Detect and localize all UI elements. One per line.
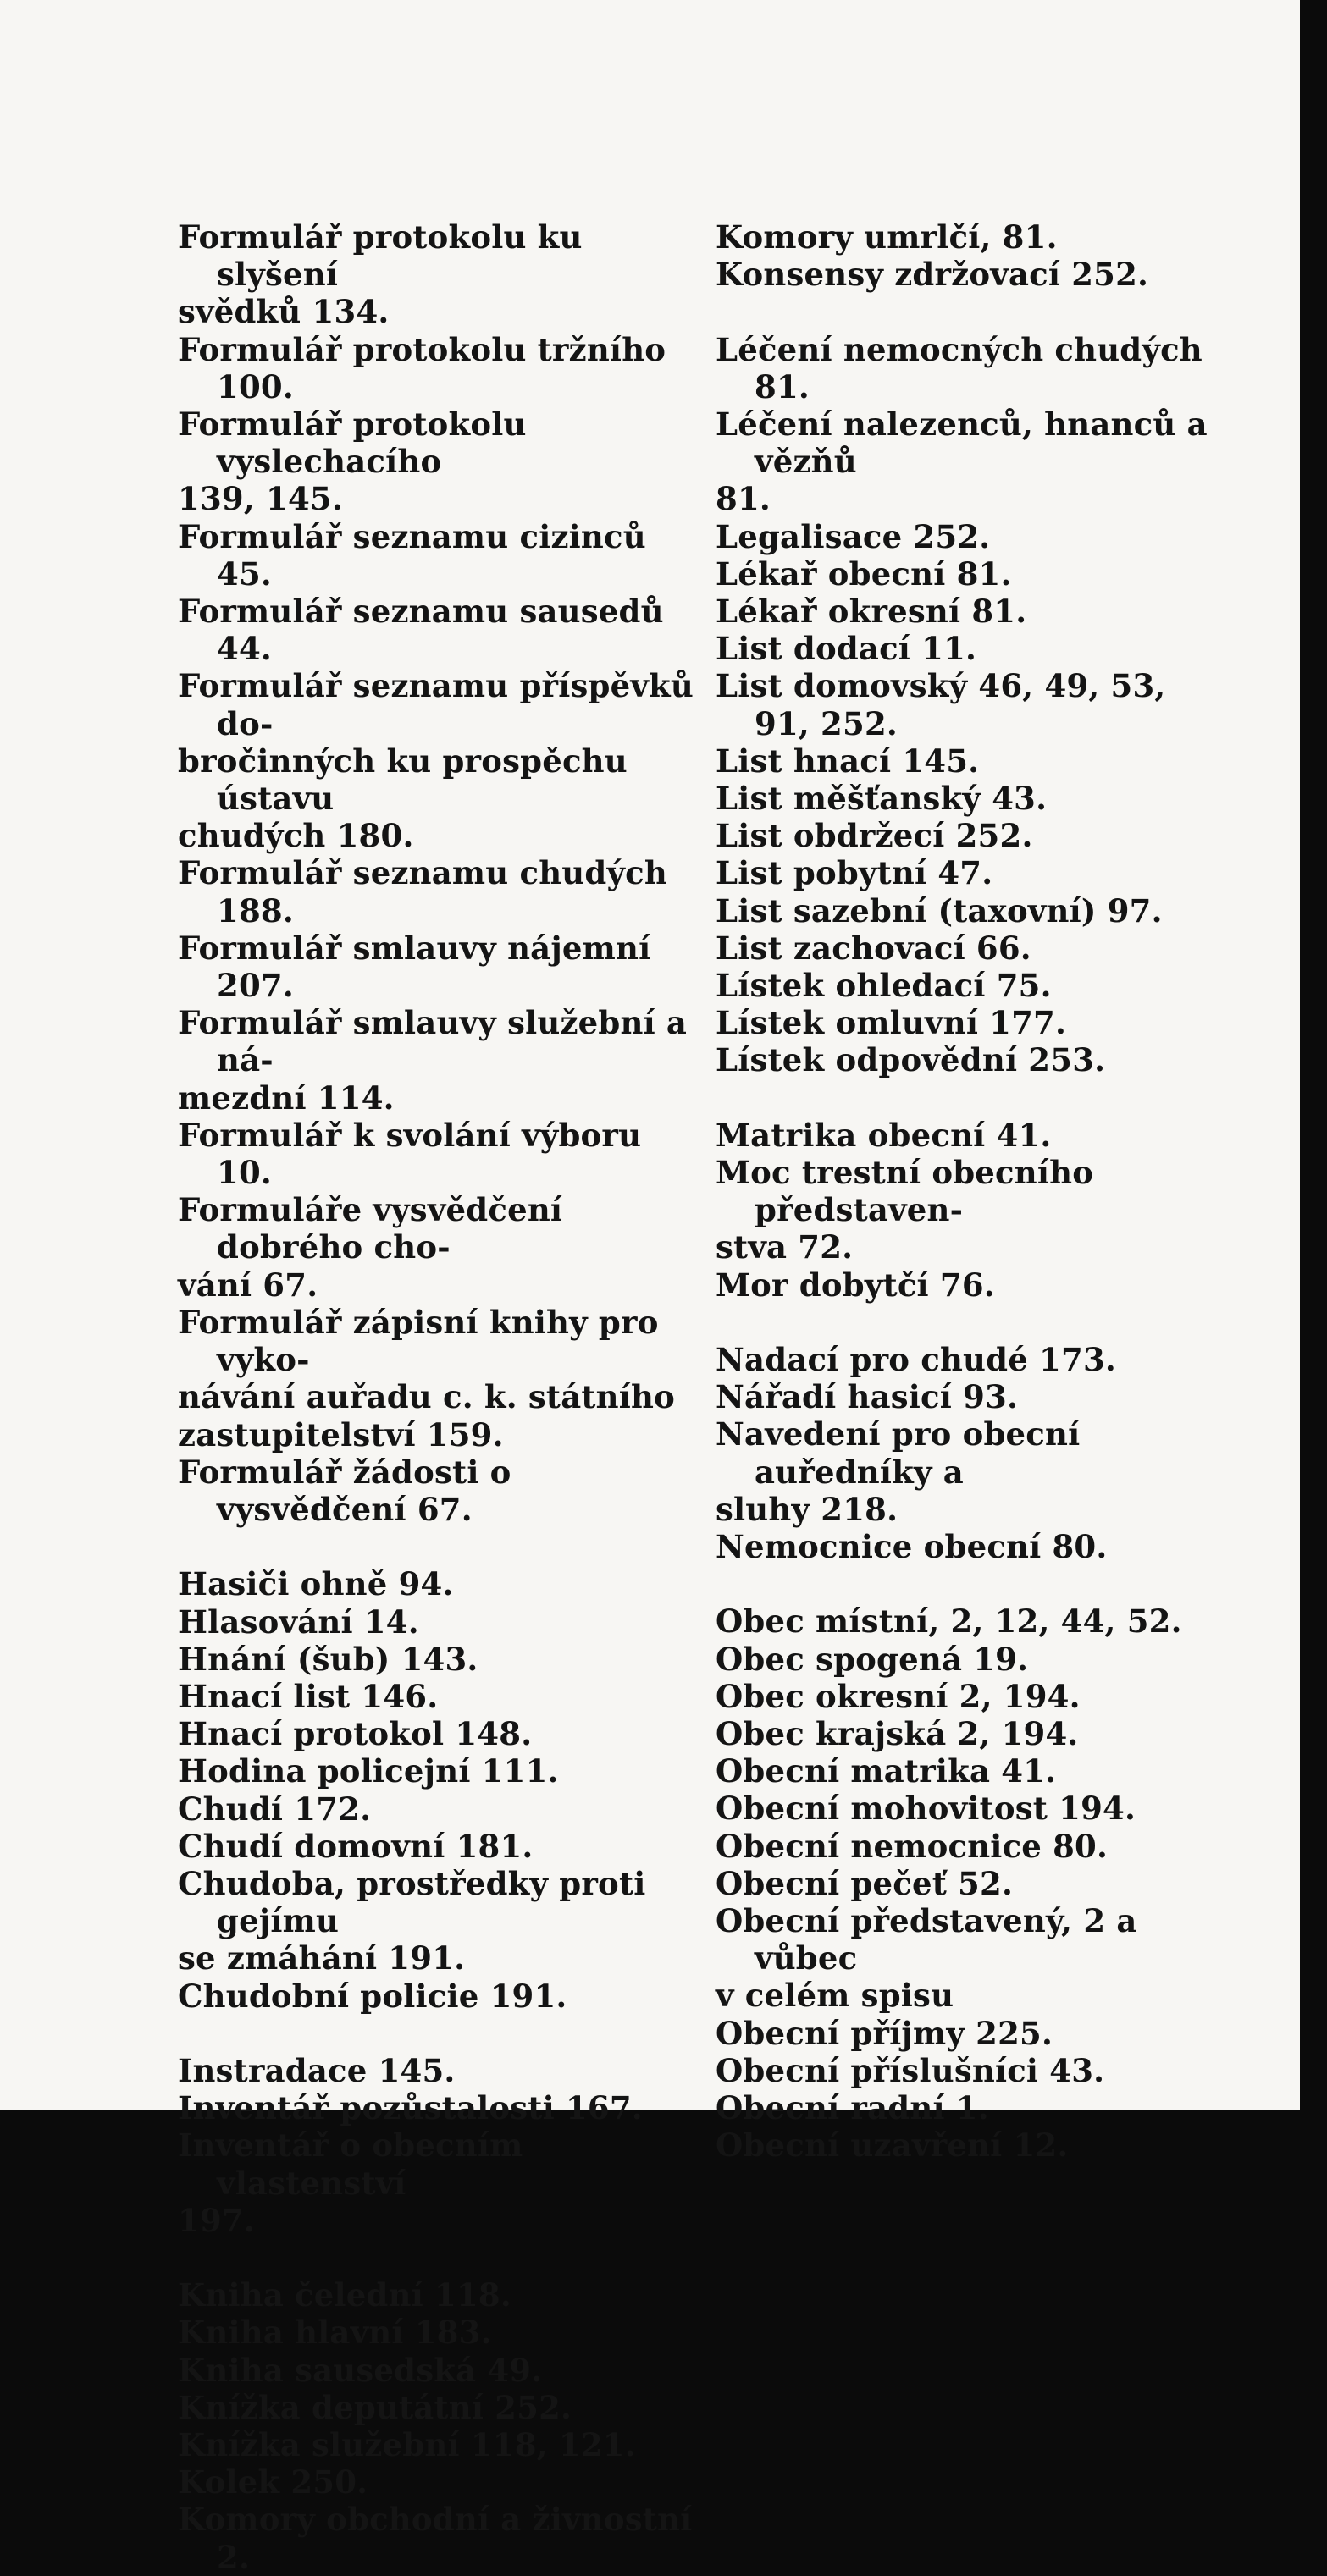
index-entry-line: Navedení pro obecní auředníky a — [716, 1415, 1081, 1491]
index-entry — [716, 892, 1224, 929]
section-gap — [178, 1528, 694, 1565]
index-entry — [178, 854, 694, 929]
index-entry-line: Obecní představený, 2 a vůbec — [716, 1902, 1137, 1978]
index-entry-line: List obdržecí 252. — [716, 817, 1033, 855]
index-entry-line: Lékař obecní 81. — [716, 554, 1012, 593]
index-entry-line: Formulář zápisní knihy pro vyko- — [178, 1303, 659, 1379]
index-entry — [178, 2276, 694, 2314]
index-entry-line: 197. — [178, 2201, 255, 2239]
index-entry-line: List sazební (taxovní) 97. — [716, 891, 1163, 929]
index-entry-line: chudých 180. — [178, 817, 414, 855]
index-entry — [178, 1603, 694, 1641]
index-entry — [716, 1117, 1224, 1154]
index-entry-line: Lístek ohledací 75. — [716, 967, 1052, 1005]
index-entry-line: Obecní nemocnice 80. — [716, 1827, 1109, 1865]
index-entry-line: Obec spogená 19. — [716, 1640, 1029, 1678]
index-entry-line: Komory umrlčí, 81. — [716, 218, 1058, 256]
index-entry — [178, 2052, 694, 2089]
section-gap — [716, 1079, 1224, 1117]
index-entry-line: Matrika obecní 41. — [716, 1116, 1052, 1154]
index-entry — [716, 1715, 1224, 1752]
index-entry-line: Formulář smlauvy nájemní 207. — [178, 929, 651, 1005]
index-entry-line: Legalisace 252. — [716, 517, 991, 555]
index-entry-line: Moc trestní obecního představen- — [716, 1154, 1094, 1229]
index-entry-line: Formulář seznamu příspěvků do- — [178, 667, 694, 742]
index-entry-line: se zmáhání 191. — [178, 1939, 466, 1978]
index-entry-line: Obecní radní 1. — [716, 2089, 989, 2127]
index-entry — [178, 1865, 694, 1978]
index-entry — [178, 1678, 694, 1715]
index-entry-line: Nářadí hasicí 93. — [716, 1378, 1019, 1416]
index-entry-line: List dodací 11. — [716, 630, 977, 668]
index-entry-line: Obecní příslušníci 43. — [716, 2051, 1105, 2089]
index-entry-line: sluhy 218. — [716, 1490, 898, 1528]
index-entry-line: Lékař okresní 81. — [716, 593, 1027, 631]
index-entry — [178, 667, 694, 854]
index-entry — [716, 2089, 1224, 2126]
index-column-left — [178, 218, 694, 2576]
index-entry-line: Knížka deputátní 252. — [178, 2388, 572, 2426]
index-entry — [716, 1902, 1224, 2015]
index-entry — [716, 780, 1224, 817]
index-entry — [178, 1565, 694, 1602]
index-entry — [716, 929, 1224, 967]
index-entry-line: Inventář pozůstalosti 167. — [178, 2089, 643, 2127]
index-entry-line: Mor dobytčí 76. — [716, 1266, 995, 1304]
index-entry — [178, 1304, 694, 1453]
index-entry-line: návání auřadu c. k. státního — [178, 1378, 675, 1416]
index-entry — [716, 2126, 1224, 2164]
index-entry-line: Formulář smlauvy služební a ná- — [178, 1004, 688, 1079]
index-entry — [178, 1978, 694, 2015]
index-entry — [178, 1453, 694, 1528]
index-entry — [178, 2314, 694, 2351]
index-entry-line: List domovský 46, 49, 53, 91, 252. — [716, 667, 1166, 742]
index-entry-line: Kniha čelední 118. — [178, 2276, 511, 2314]
index-entry — [716, 2015, 1224, 2052]
index-entry-line: Hnání (šub) 143. — [178, 1640, 478, 1678]
index-entry-line: Komory obchodní a živnostní 2. — [178, 2501, 693, 2576]
index-entry-line: Léčení nalezenců, hnanců a vězňů — [716, 405, 1208, 481]
index-entry-line: vání 67. — [178, 1266, 318, 1304]
index-entry — [716, 1341, 1224, 1378]
index-entry — [716, 1790, 1224, 1827]
scan-border — [1300, 0, 1327, 2110]
index-entry-line: Lístek odpovědní 253. — [716, 1041, 1106, 1079]
index-entry-line: Kolek 250. — [178, 2463, 368, 2502]
index-entry — [178, 518, 694, 593]
index-entry — [716, 593, 1224, 630]
index-entry — [178, 1790, 694, 1828]
index-entry-line: Nemocnice obecní 80. — [716, 1528, 1108, 1566]
index-entry-line: Instradace 145. — [178, 2051, 456, 2089]
index-entry-line: Formulář protokolu vyslechacího — [178, 405, 527, 481]
index-entry-line: Hodina policejní 111. — [178, 1752, 559, 1790]
index-entry-line: Obecní příjmy 225. — [716, 2014, 1053, 2052]
index-entry — [178, 1641, 694, 1678]
index-entry — [716, 1528, 1224, 1565]
index-entry-line: Obecní matrika 41. — [716, 1752, 1057, 1790]
index-entry — [716, 967, 1224, 1004]
index-entry-line: 139, 145. — [178, 480, 343, 518]
index-entry — [178, 593, 694, 667]
index-entry-line: List pobytní 47. — [716, 854, 993, 892]
index-entry-line: svědků 134. — [178, 293, 390, 331]
index-entry — [178, 2352, 694, 2389]
index-entry — [178, 1752, 694, 1790]
index-entry-line: List měšťanský 43. — [716, 780, 1048, 818]
index-entry-line: Obec krajská 2, 194. — [716, 1715, 1079, 1753]
section-gap — [716, 1304, 1224, 1341]
index-entry-line: Chudobní policie 191. — [178, 1977, 567, 2015]
index-entry — [716, 1415, 1224, 1528]
index-entry-line: Obecní uzavření 12. — [716, 2126, 1069, 2165]
index-entry — [178, 1117, 694, 1191]
index-entry-line: Formulář seznamu sausedů 44. — [178, 593, 664, 668]
index-entry-line: Léčení nemocných chudých 81. — [716, 330, 1203, 405]
index-entry — [178, 1004, 694, 1117]
index-entry-line: Obecní pečeť 52. — [716, 1864, 1014, 1902]
index-entry — [178, 1191, 694, 1304]
index-entry — [178, 1715, 694, 1752]
index-entry — [716, 555, 1224, 593]
index-entry-line: Formulář k svolání výboru 10. — [178, 1116, 642, 1192]
index-entry-line: Chudí domovní 181. — [178, 1827, 534, 1865]
index-entry — [178, 929, 694, 1004]
index-entry-line: Chudí 172. — [178, 1790, 372, 1828]
index-entry — [716, 1266, 1224, 1304]
index-entry — [716, 1378, 1224, 1415]
index-entry — [716, 742, 1224, 780]
index-entry — [178, 2463, 694, 2501]
index-entry-line: Formulář protokolu ku slyšení — [178, 218, 583, 294]
index-entry-line: Hasiči ohně 94. — [178, 1565, 454, 1603]
index-entry-line: Hnací list 146. — [178, 1677, 439, 1715]
index-entry-line: Obec místní, 2, 12, 44, 52. — [716, 1602, 1182, 1641]
index-entry-line: v celém spisu — [716, 1977, 954, 2015]
index-entry-line: mezdní 114. — [178, 1078, 395, 1117]
index-entry-line: Nadací pro chudé 173. — [716, 1341, 1116, 1379]
index-entry — [716, 1865, 1224, 1902]
index-entry — [716, 2052, 1224, 2089]
index-entry — [178, 2389, 694, 2426]
index-entry-line: Formulář žádosti o vysvědčení 67. — [178, 1453, 511, 1528]
index-entry-line: List zachovací 66. — [716, 929, 1031, 967]
index-entry — [716, 218, 1224, 256]
index-entry-line: stva 72. — [716, 1228, 854, 1266]
index-entry — [716, 1602, 1224, 1640]
index-entry — [178, 2089, 694, 2126]
index-entry-line: Formulář seznamu chudých 188. — [178, 854, 667, 929]
section-gap — [716, 1565, 1224, 1602]
index-entry-line: Konsensy zdržovací 252. — [716, 256, 1149, 294]
index-entry — [716, 331, 1224, 405]
index-entry — [178, 218, 694, 331]
index-entry-line: Kniha sausedská 49. — [178, 2351, 543, 2389]
index-entry-line: Formuláře vysvědčení dobrého cho- — [178, 1191, 563, 1266]
index-entry — [716, 1828, 1224, 1865]
index-column-right — [716, 218, 1224, 2165]
index-entry — [716, 1154, 1224, 1266]
index-entry — [716, 1004, 1224, 1041]
index-entry-line: Inventář o obecním vlastenství — [178, 2126, 523, 2202]
index-entry-line: bročinných ku prospěchu ústavu — [178, 742, 628, 818]
index-entry-line: List hnací 145. — [716, 742, 980, 780]
index-entry — [716, 817, 1224, 854]
index-entry-line: 81. — [716, 480, 771, 518]
index-entry — [178, 2426, 694, 2463]
index-entry — [178, 2126, 694, 2239]
index-entry — [716, 1041, 1224, 1078]
index-entry — [716, 1678, 1224, 1715]
section-gap — [716, 293, 1224, 330]
index-entry-line: Formulář seznamu cizinců 45. — [178, 517, 646, 593]
index-entry — [716, 630, 1224, 667]
section-gap — [178, 2015, 694, 2052]
index-entry — [716, 1641, 1224, 1678]
index-entry — [716, 518, 1224, 555]
index-entry — [178, 2501, 694, 2575]
index-entry-line: Kniha hlavní 183. — [178, 2314, 492, 2352]
index-entry — [716, 405, 1224, 518]
index-entry-line: Hlasování 14. — [178, 1602, 419, 1641]
index-entry-line: Obecní mohovitost 194. — [716, 1790, 1136, 1828]
index-entry — [178, 1828, 694, 1865]
index-entry — [716, 256, 1224, 293]
index-entry — [716, 1752, 1224, 1790]
section-gap — [178, 2239, 694, 2276]
index-entry-line: Formulář protokolu tržního 100. — [178, 330, 666, 405]
index-entry — [178, 331, 694, 405]
index-entry-line: zastupitelství 159. — [178, 1415, 504, 1453]
index-entry-line: Lístek omluvní 177. — [716, 1004, 1067, 1042]
index-entry — [178, 405, 694, 518]
index-entry-line: Chudoba, prostředky proti gejímu — [178, 1864, 646, 1940]
index-entry-line: Hnací protokol 148. — [178, 1715, 533, 1753]
index-entry-line: Knížka služební 118, 121. — [178, 2425, 636, 2463]
index-entry — [716, 854, 1224, 891]
index-entry — [716, 667, 1224, 742]
index-entry-line: Obec okresní 2, 194. — [716, 1677, 1081, 1715]
